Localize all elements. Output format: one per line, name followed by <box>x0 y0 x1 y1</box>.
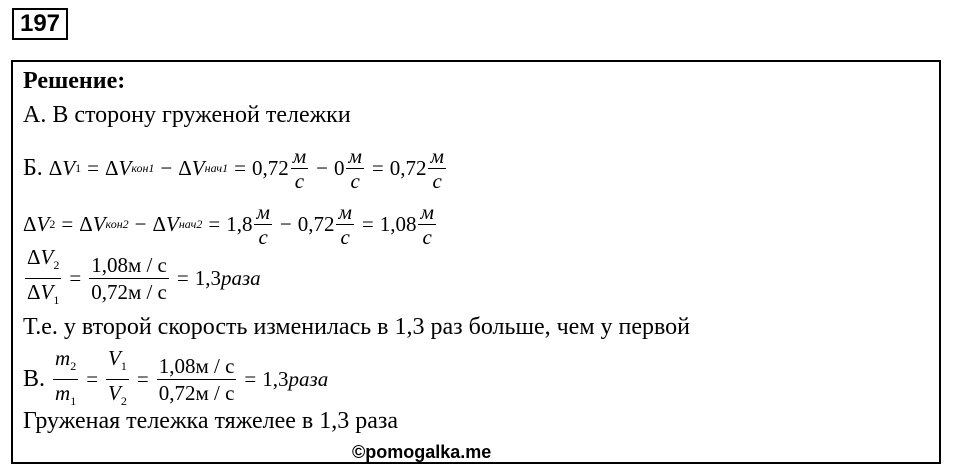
unit-num: м <box>338 199 352 224</box>
minus-sign: − <box>160 155 173 180</box>
result-value: 1,3 <box>194 265 221 290</box>
equals-sign: = <box>371 155 384 180</box>
v-symbol: V <box>108 380 121 405</box>
numerator <box>53 345 78 380</box>
result-unit: раза <box>288 366 329 391</box>
unit-den: с <box>422 224 432 249</box>
result-unit: раза <box>220 265 261 290</box>
unit-num: м <box>348 143 362 168</box>
subscript: кон2 <box>105 216 129 231</box>
equals-sign: = <box>69 265 82 290</box>
equals-sign: = <box>244 366 257 391</box>
numerator <box>106 345 129 380</box>
unit-fraction <box>291 144 308 193</box>
ratio-fraction <box>25 244 61 313</box>
equals-sign: = <box>87 155 99 180</box>
answer-a: А. В сторону груженой тележки <box>23 102 351 128</box>
equals-sign: = <box>234 155 246 180</box>
solution-heading: Решение: <box>23 68 126 94</box>
delta-symbol: Δ <box>48 155 63 180</box>
speed-fraction <box>89 252 169 305</box>
v-symbol: V <box>40 279 54 304</box>
subscript: 1 <box>75 160 82 175</box>
value: 0,72 <box>389 155 427 180</box>
formula-ratio <box>23 244 261 308</box>
subscript: 1 <box>120 358 127 373</box>
value: 1,8 <box>226 211 253 236</box>
unit-num: м <box>430 143 444 168</box>
subscript: 1 <box>70 393 77 408</box>
value: 1,08 <box>379 211 417 236</box>
label-b: Б. <box>23 154 43 181</box>
v-symbol: V <box>36 211 50 236</box>
v-symbol: V <box>191 155 205 180</box>
v-symbol: V <box>118 155 132 180</box>
unit-fraction <box>418 200 435 249</box>
velocity-fraction <box>106 345 129 414</box>
result-value: 1,3 <box>262 366 289 391</box>
subscript: 2 <box>70 358 77 373</box>
unit-num: м <box>292 143 307 168</box>
value: 0,72 <box>251 155 289 180</box>
unit-den: с <box>350 168 360 193</box>
unit-fraction <box>346 144 363 193</box>
unit-den: с <box>340 224 350 249</box>
delta-symbol: Δ <box>27 244 41 269</box>
denominator: 0,72м / с <box>158 380 235 405</box>
denominator: 0,72м / с <box>91 279 167 304</box>
unit-num: м <box>420 199 434 224</box>
denominator <box>25 279 61 313</box>
m-symbol: m <box>55 380 71 405</box>
watermark: ©pomogalka.me <box>352 442 492 462</box>
subscript: нач1 <box>204 160 229 175</box>
delta-symbol: Δ <box>23 211 37 236</box>
formula-mass-ratio <box>23 345 329 408</box>
equals-sign: = <box>361 211 374 236</box>
solution-frame <box>11 60 941 464</box>
unit-num: м <box>256 199 270 224</box>
subscript: 2 <box>49 216 56 231</box>
unit-fraction <box>428 144 445 193</box>
minus-sign: − <box>134 211 147 236</box>
delta-symbol: Δ <box>178 155 192 180</box>
equals-sign: = <box>61 211 74 236</box>
speed-fraction <box>157 353 237 406</box>
numerator: 1,08м / с <box>91 252 167 277</box>
minus-sign: − <box>316 155 328 180</box>
subscript: 1 <box>53 292 60 307</box>
v-symbol: V <box>62 155 76 180</box>
delta-symbol: Δ <box>27 279 41 304</box>
delta-symbol: Δ <box>152 211 166 236</box>
formula-delta-v2 <box>23 196 438 252</box>
unit-den: с <box>432 168 442 193</box>
value: 0 <box>333 155 345 180</box>
equals-sign: = <box>208 211 221 236</box>
v-symbol: V <box>166 211 179 236</box>
v-symbol: V <box>92 211 106 236</box>
subscript: 2 <box>53 257 60 272</box>
v-symbol: V <box>108 345 121 370</box>
numerator: 1,08м / с <box>158 353 235 378</box>
v-symbol: V <box>40 244 54 269</box>
unit-fraction <box>254 200 271 249</box>
delta-symbol: Δ <box>79 211 93 236</box>
numerator <box>25 244 61 279</box>
equals-sign: = <box>136 366 149 391</box>
text-explanation: Т.е. у второй скорость изменилась в 1,3 раз больше, чем у первой <box>23 314 691 340</box>
text-conclusion: Груженая тележка тяжелее в 1,3 раза <box>23 408 399 434</box>
subscript: 2 <box>120 393 127 408</box>
value: 0,72 <box>297 211 335 236</box>
equals-sign: = <box>176 265 189 290</box>
formula-delta-v1 <box>23 140 448 196</box>
minus-sign: − <box>279 211 292 236</box>
label-v: В. <box>23 365 46 392</box>
unit-den: с <box>294 168 305 193</box>
mass-fraction <box>53 345 78 414</box>
m-symbol: m <box>55 345 71 370</box>
equals-sign: = <box>86 366 99 391</box>
problem-number: 197 <box>12 8 68 40</box>
unit-den: с <box>258 224 268 249</box>
unit-fraction <box>336 200 353 249</box>
subscript: кон1 <box>131 160 155 175</box>
delta-symbol: Δ <box>104 155 119 180</box>
subscript: нач2 <box>178 216 203 231</box>
